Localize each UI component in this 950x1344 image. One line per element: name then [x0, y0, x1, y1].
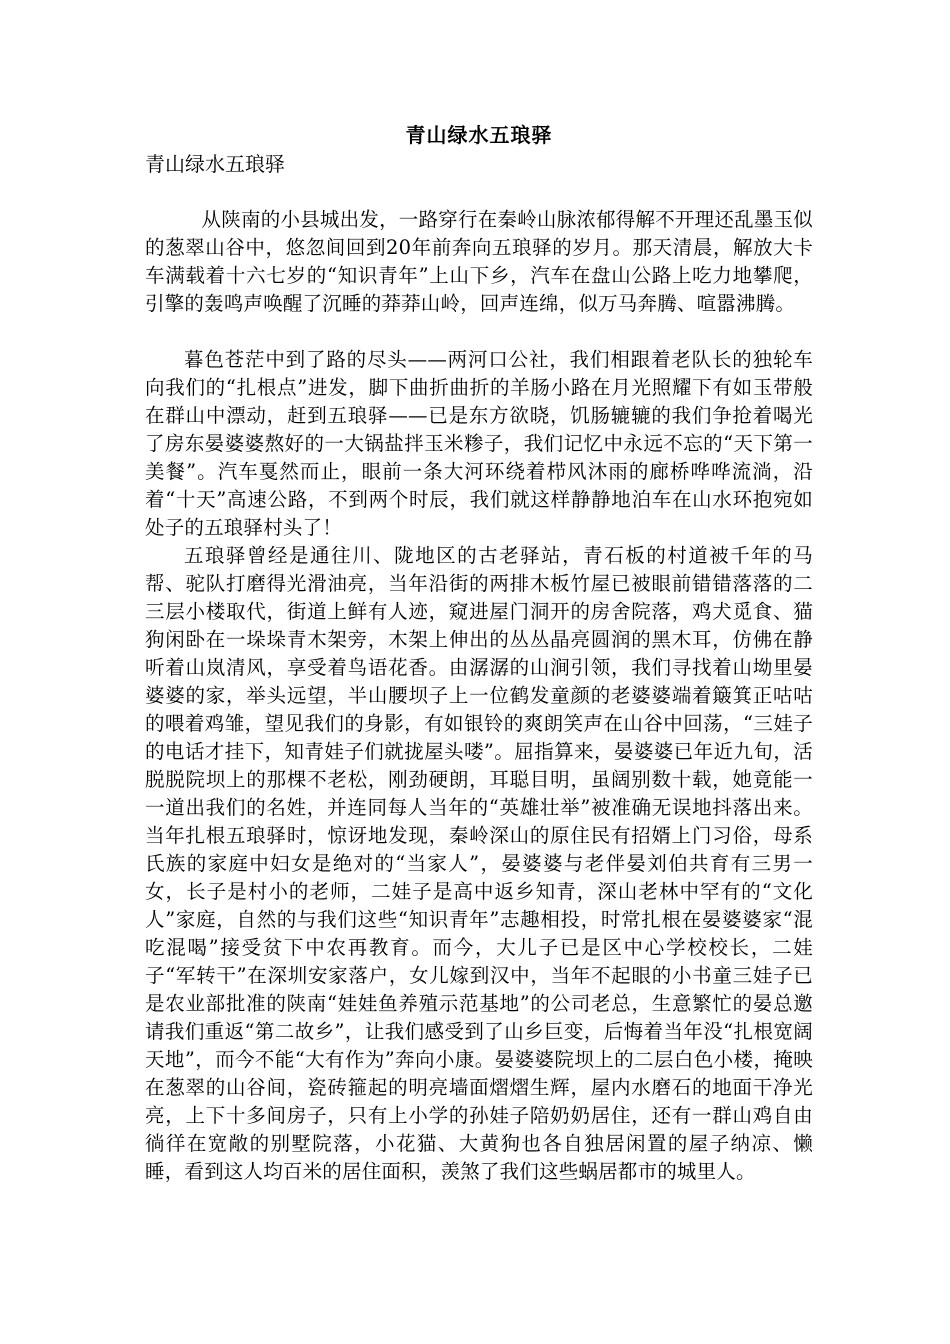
paragraph-1: 从陕南的小县城出发，一路穿行在秦岭山脉浓郁得解不开理还乱墨玉似的葱翠山谷中，悠忽间回到20年前奔向五琅驿的岁月。那天清晨，解放大卡车满载着十六七岁的“知识青年”上山下乡，汽车在盘山公路上吃力地攀爬，引擎的轰鸣声唤醒了沉睡的莽莽山岭，回声连绵，似万马奔腾、喧嚣沸腾。: [145, 208, 813, 315]
paragraph-3: 五琅驿曾经是通往川、陇地区的古老驿站，青石板的村道被千年的马帮、驼队打磨得光滑油亮，当年沿街的两排木板竹屋已被眼前错错落落的二三层小楼取代，街道上鲜有人迹，窥进屋门洞开的房舍院落，鸡犬觅食、猫狗闲卧在一垛垛青木架旁，木架上伸出的丛丛晶亮圆润的黑木耳，仿佛在静听着山岚清风，享受着鸟语花香。由潺潺的山涧引领，我们寻找着山坳里晏婆婆的家，举头远望，半山腰坝子上一位鹤发童颜的老婆婆端着簸箕正咕咕的喂着鸡雏，望见我们的身影，有如银铃的爽朗笑声在山谷中回荡，“三娃子的电话才挂下，知青娃子们就拢屋头喽”。屈指算来，晏婆婆已年近九旬，活脱脱院坝上的那棵不老松，刚劲硬朗，耳聪目明，虽阔别数十载，她竟能一 一道出我们的名姓，并连同每人当年的“英雄壮举”被准确无误地抖落出来。当年扎根五琅驿时，惊讶地发现，秦岭深山的原住民有招婿上门习俗，母系氏族的家庭中妇女是绝对的“当家人”，晏婆婆与老伴晏刘伯共育有三男一女，长子是村小的老师，二娃子是高中返乡知青，深山老林中罕有的“文化人”家庭，自然的与我们这些“知识青年”志趣相投，时常扎根在晏婆婆家“混吃混喝”接受贫下中农再教育。而今，大儿子已是区中心学校校长，二娃子“军转干”在深圳安家落户，女儿嫁到汉中，当年不起眼的小书童三娃子已是农业部批准的陕南“娃娃鱼养殖示范基地”的公司老总，生意繁忙的晏总邀请我们重返“第二故乡”，让我们感受到了山乡巨变，后悔着当年没“扎根宽阔天地”，而今不能“大有作为”奔向小康。晏婆婆院坝上的二层白色小楼，掩映在葱翠的山谷间，瓷砖箍起的明亮墙面熠熠生辉，屋内水磨石的地面干净光亮，上下十多间房子，只有上小学的孙娃子陪奶奶居住，还有一群山鸡自由徜徉在宽敞的别墅院落，小花猫、大黄狗也各自独居闲置的屋子纳凉、懒睡，看到这人均百米的居住面积，羡煞了我们这些蜗居都市的城里人。: [145, 544, 813, 1183]
document-title: 青山绿水五琅驿: [405, 123, 553, 147]
paragraph-2: 暮色苍茫中到了路的尽头——两河口公社，我们相跟着老队长的独轮车向我们的“扎根点”进发，脚下曲折曲折的羊肠小路在月光照耀下有如玉带般在群山中漂动，赶到五琅驿——已是东方欲晓，饥肠辘辘的我们争抢着喝光了房东晏婆婆熬好的一大锅盐拌玉米糁子，我们记忆中永远不忘的“天下第一美餐”。汽车戛然而止，眼前一条大河环绕着栉风沐雨的廊桥哗哗流淌，沿着“十天”高速公路，不到两个时辰，我们就这样静静地泊车在山水环抱宛如处子的五琅驿村头了！: [145, 348, 813, 539]
document-page: [145, 120, 813, 1186]
blank-line: [145, 318, 813, 346]
blank-line: [145, 178, 813, 206]
document-subtitle: 青山绿水五琅驿: [145, 152, 285, 176]
